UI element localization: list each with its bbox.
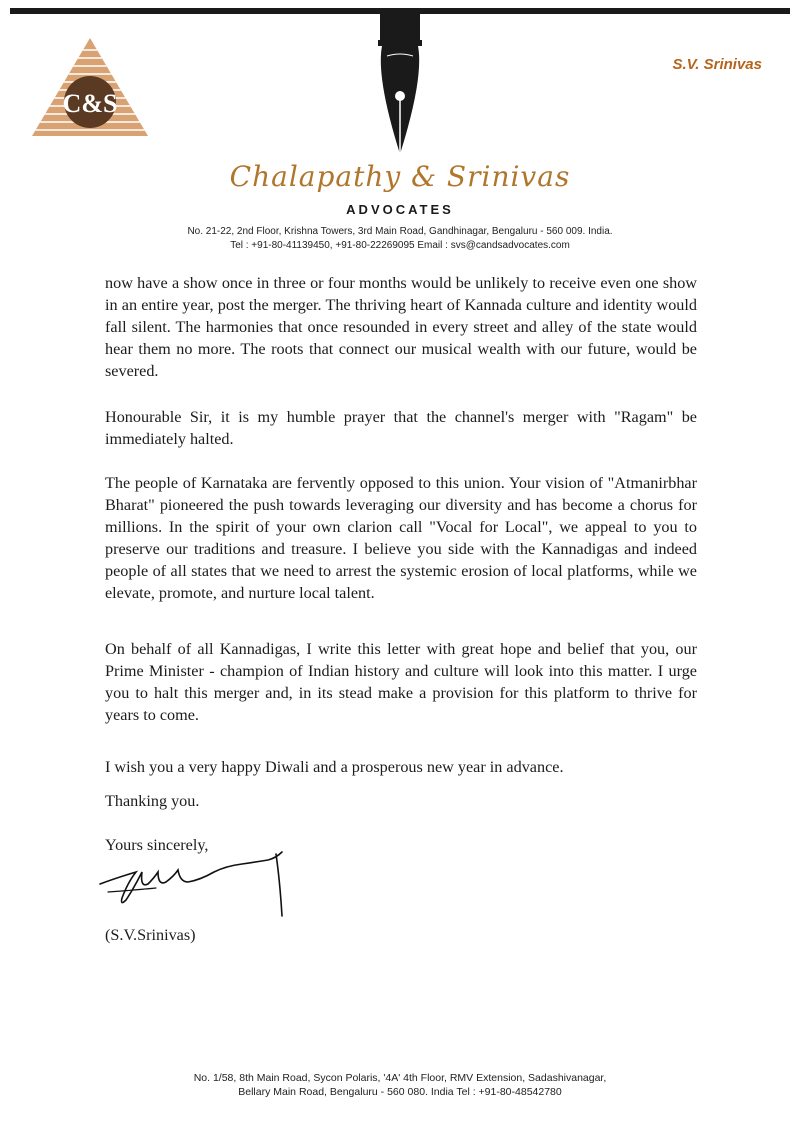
letterhead-address: No. 21-22, 2nd Floor, Krishna Towers, 3rd Main Road, Gandhinagar, Bengaluru - 560 009. India. [187, 226, 613, 237]
pen-nib-icon [360, 8, 440, 158]
body-paragraph-2: Honourable Sir, it is my humble prayer that the channel's merger with "Ragam" be immediately halted. [105, 408, 697, 448]
signatory-name: (S.V.Srinivas) [105, 926, 196, 944]
firm-logo [30, 36, 150, 138]
body-paragraph-4: On behalf of all Kannadigas, I write this letter with great hope and belief that you, our Prime Minister - champion of Indian history and culture will look into this matter. I urge you to halt this merger and, in its stead make a provision for this platform to thrive for years to come. [105, 640, 697, 724]
firm-name: Chalapathy & Srinivas [229, 160, 571, 193]
attorney-name: S.V. Srinivas [672, 56, 762, 73]
thanks-line: Thanking you. [105, 792, 200, 810]
footer-address-line-1: No. 1/58, 8th Main Road, Sycon Polaris, '4A' 4th Floor, RMV Extension, Sadashivanagar, [193, 1072, 607, 1084]
logo-text: C&S [62, 89, 118, 118]
body-paragraph-3: The people of Karnataka are fervently opposed to this union. Your vision of "Atmanirbhar Bharat" pioneered the push towards leveraging our diversity and has become a chorus for millions. In the spirit of your own clarion call "Vocal for Local", we appeal to you to preserve our traditions and treasure. I believe you side with the Kannadigas and indeed people of all states that we need to arrest the systemic erosion of local platforms, while we elevate, promote, and nurture local talent. [105, 474, 697, 602]
letterhead-contact: Tel : +91-80-41139450, +91-80-22269095 Email : svs@candsadvocates.com [230, 240, 570, 251]
body-paragraph-1: now have a show once in three or four months would be unlikely to receive even one show in an entire year, post the merger. The thriving heart of Kannada culture and identity would fall silent. The harmonies that once resounded in every street and alley of the state would hear them no more. The roots that connect our musical wealth with our future, would be severed. [105, 274, 697, 380]
closing-line: Yours sincerely, [105, 836, 209, 854]
firm-subtitle: ADVOCATES [346, 202, 454, 217]
signature [96, 842, 296, 922]
footer-address-line-2: Bellary Main Road, Bengaluru - 560 080. India Tel : +91-80-48542780 [238, 1086, 562, 1098]
body-paragraph-5: I wish you a very happy Diwali and a prosperous new year in advance. [105, 758, 564, 776]
